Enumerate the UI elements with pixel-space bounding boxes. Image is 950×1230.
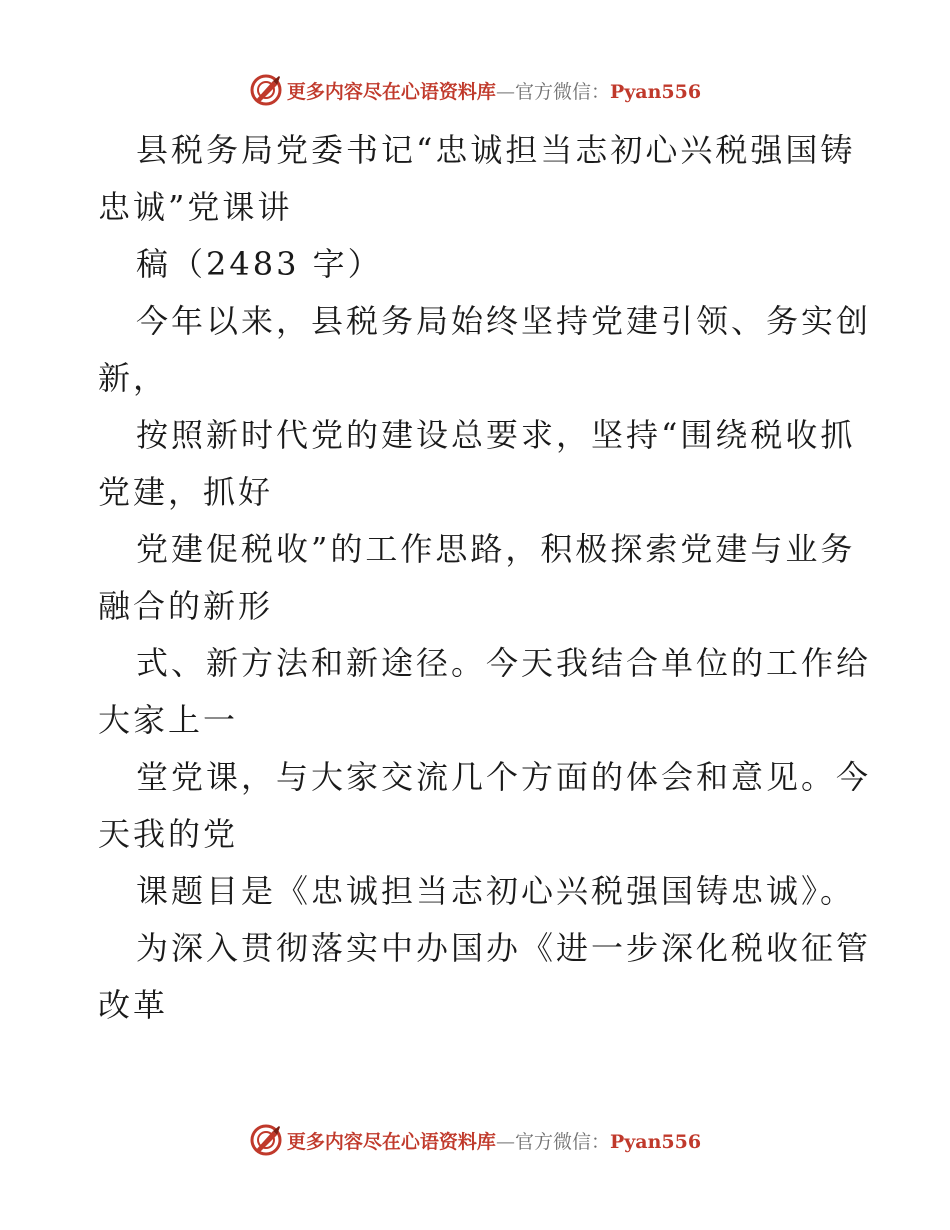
header-banner-inner: [249, 73, 701, 107]
doc-line-title-1: 县税务局党委书记“忠诚担当志初心兴税强国铸: [136, 131, 856, 169]
doc-line-paragraph: 党建促税收”的工作思路，积极探索党建与业务: [136, 530, 856, 568]
document-body: [98, 122, 872, 1034]
footer-banner-title: 更多内容尽在心语资料库: [286, 1130, 496, 1153]
header-banner: [0, 70, 950, 110]
doc-line-paragraph: 按照新时代党的建设总要求，坚持“围绕税收抓: [136, 416, 856, 454]
header-banner-separator: —: [495, 80, 515, 103]
pen-logo-icon: [249, 73, 283, 107]
doc-line-paragraph: 堂党课，与大家交流几个方面的体会和意见。今: [136, 758, 872, 796]
doc-line-paragraph: 天我的党: [98, 815, 239, 853]
footer-banner: [0, 1120, 950, 1160]
header-banner-title: 更多内容尽在心语资料库: [286, 80, 496, 103]
header-banner-wechat-id: Pyan556: [609, 80, 702, 103]
footer-banner-wechat-label: 官方微信：: [514, 1130, 610, 1153]
doc-line-paragraph: 大家上一: [98, 701, 239, 739]
footer-banner-wechat-id: Pyan556: [609, 1130, 702, 1153]
doc-line-paragraph: 为深入贯彻落实中办国办《进一步深化税收征管: [136, 929, 872, 967]
header-banner-text: [287, 77, 701, 104]
doc-line-paragraph: 党建，抓好: [98, 473, 274, 511]
pen-logo-icon: [249, 1123, 283, 1157]
footer-banner-text: [287, 1127, 701, 1154]
doc-line-title-2: 忠诚”党课讲: [98, 188, 293, 226]
doc-line-paragraph: 今年以来，县税务局始终坚持党建引领、务实创: [136, 302, 872, 340]
doc-line-paragraph: 式、新方法和新途径。今天我结合单位的工作给: [136, 644, 872, 682]
footer-banner-inner: [249, 1123, 701, 1157]
doc-line-paragraph: 改革: [98, 986, 169, 1024]
doc-line-paragraph: 新，: [98, 359, 169, 397]
header-banner-wechat-label: 官方微信：: [514, 80, 610, 103]
doc-line-title-3: 稿（2483 字）: [136, 245, 383, 283]
doc-line-paragraph: 融合的新形: [98, 587, 274, 625]
doc-line-paragraph: 课题目是《忠诚担当志初心兴税强国铸忠诚》。: [136, 872, 856, 910]
footer-banner-separator: —: [495, 1130, 515, 1153]
